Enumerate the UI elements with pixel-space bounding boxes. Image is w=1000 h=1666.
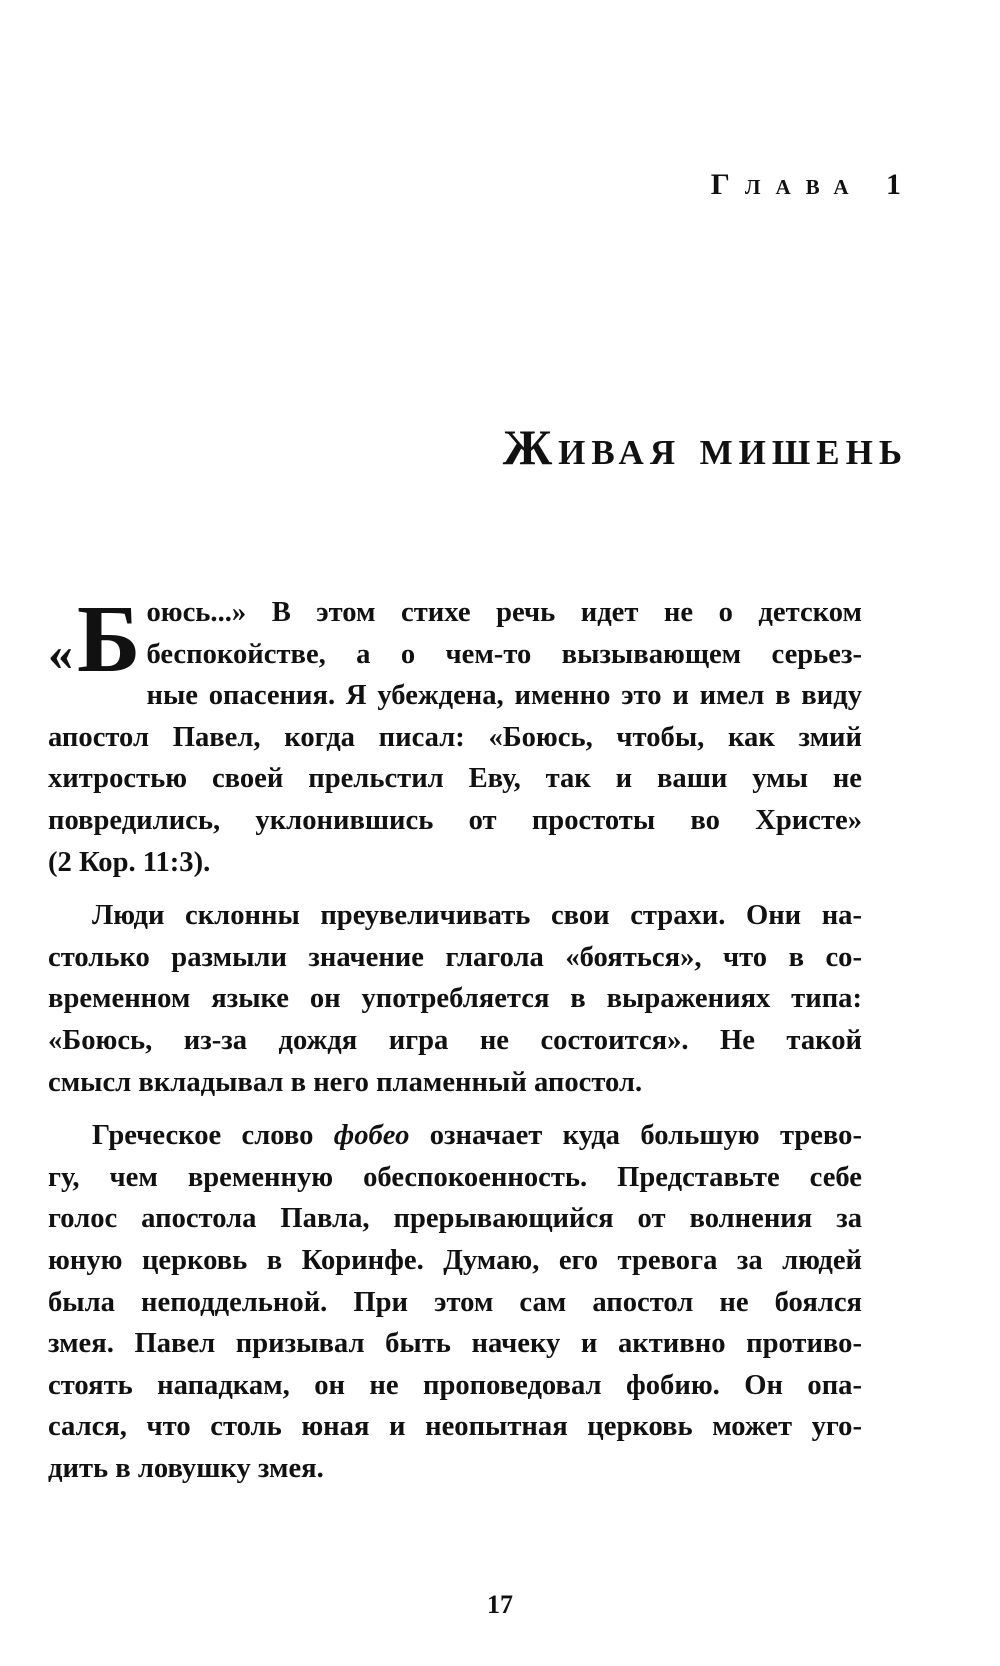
- text-line: «Боюсь, из-за дождя игра не состоится». Не такой: [48, 1024, 862, 1056]
- text-segment: Греческое слово: [92, 1120, 334, 1152]
- text-line: апостол Павел, когда писал: «Боюсь, чтобы, как змий: [48, 721, 862, 753]
- text-line: столько размыли значение глагола «бояться», что в со-: [48, 941, 862, 973]
- chapter-title: Живая мишень: [502, 419, 908, 475]
- text-line: оюсь...» В этом стихе речь идет не о детском: [146, 597, 862, 628]
- chapter-word: Глава: [710, 168, 864, 201]
- paragraph-1: [48, 585, 862, 883]
- text-line: повредились, уклонившись от простоты во Христе»: [48, 804, 862, 836]
- body-text: [48, 585, 862, 1501]
- text-line: смысл вкладывал в него пламенный апостол.: [48, 1066, 643, 1098]
- text-line: беспокойстве, а о чем-то вызывающем серьез-: [146, 638, 862, 670]
- chapter-label: [711, 168, 916, 202]
- text-line: временном языке он употребляется в выражениях типа:: [48, 983, 862, 1015]
- text-line: змея. Павел призывал быть начеку и активно противо-: [48, 1328, 862, 1360]
- paragraph-2: [48, 895, 862, 1103]
- text-line: (2 Кор. 11:3).: [48, 846, 211, 878]
- text-line: хитростью своей прельстил Еву, так и ваши умы не: [48, 763, 862, 795]
- chapter-number: 1: [886, 168, 916, 201]
- text-line: ные опасения. Я убеждена, именно это и имел в виду: [146, 680, 862, 712]
- text-line: сался, что столь юная и неопытная церковь может уго-: [48, 1411, 862, 1443]
- text-line: дить в ловушку змея.: [48, 1452, 324, 1484]
- text-line: юную церковь в Коринфе. Думаю, его тревога за людей: [48, 1244, 862, 1276]
- drop-quote: «: [48, 625, 73, 681]
- drop-cap-block: [48, 585, 141, 692]
- text-line: голос апостола Павла, прерывающийся от волнения за: [48, 1203, 862, 1235]
- drop-cap: Б: [77, 585, 141, 692]
- text-segment: означает куда большую трево-: [409, 1120, 862, 1152]
- italic-term: фобео: [333, 1120, 410, 1152]
- text-line: [48, 1115, 862, 1157]
- text-line: стоять нападкам, он не проповедовал фобию. Он опа-: [48, 1369, 862, 1401]
- page-number: 17: [487, 1590, 513, 1619]
- text-line: была неподдельной. При этом сам апостол не боялся: [48, 1286, 862, 1318]
- paragraph-3: [48, 1115, 862, 1489]
- text-line: Люди склонны преувеличивать свои страхи. Они на-: [92, 900, 862, 932]
- text-line: гу, чем временную обеспокоенность. Представьте себе: [48, 1161, 862, 1193]
